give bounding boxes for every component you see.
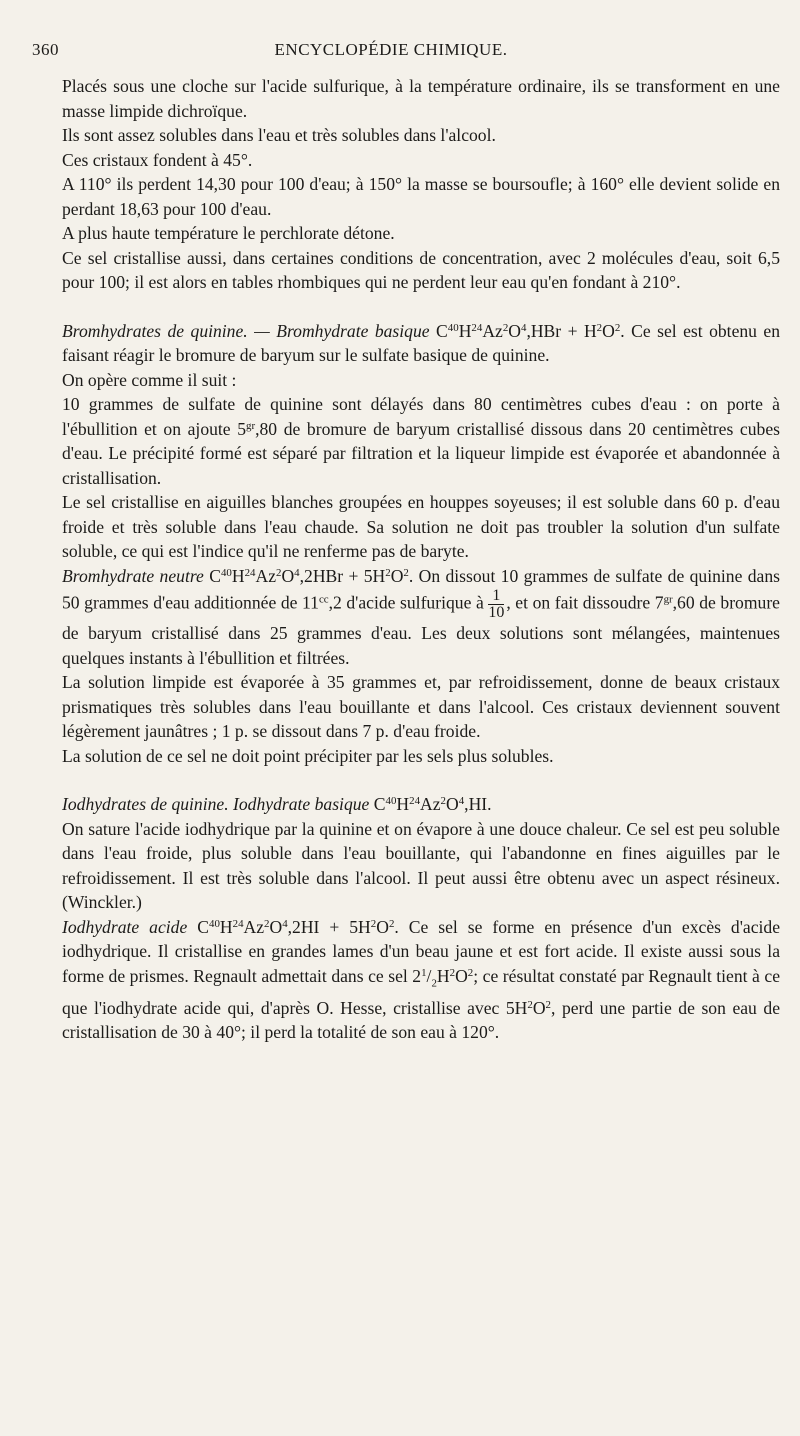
paragraph-text: H (436, 965, 450, 986)
fraction-denominator: 10 (488, 604, 505, 621)
unit-abbrev: gr (663, 593, 673, 606)
paragraph: Le sel cristallise en aiguilles blanches groupées en houppes soyeuses; il est soluble dans 60 p. d'eau froide et très soluble dans l'eau chaude. Sa solution ne doit pas troubler la solution d'un sulfate soluble, ce qui est l'indice qu'il ne renferme pas de baryte. (62, 492, 780, 561)
paragraph: La solution de ce sel ne doit point précipiter par les sels plus solubles. (62, 745, 554, 766)
paragraph: On opère comme il suit : (62, 369, 237, 390)
iodhydrate-acide-paragraph: Iodhydrate acide $C^{40}H^{24}Az^2O^4,2HI + 5H^2O^2$. Ce sel se forme en présence d'un excès d'acide iodhydrique. Il cristallise en grandes lames d'un beau jaune et est fort acide. Il existe aussi sous la forme de prismes. Regnault admettait dans ce sel $2^1/_2H^2O^2$; ce résultat constaté par Regnault tient à ce que l'iodhydrate acide qui, d'après O. Hesse, cristallise avec $5H^2O^2$, perd une partie de son eau de cristallisation de 30 à 40°; il perd la totalité de son eau à 120°. (62, 916, 781, 1043)
paragraph-text: ,80 de bromure de baryum cristallisé dissous dans 20 centimètres cubes d'eau. Le précipité formé est séparé par filtration et la liqueur limpide est évaporée et abandonnée à cristallisation. (62, 418, 780, 488)
chemical-formula: $C^{40}H^{24}Az^2O^4,HBr + H^2O^2$ (436, 320, 621, 341)
paragraph-text: . On dissout 10 grammes de sulfate de quinine dans 50 grammes d'eau additionnée de 11 (62, 565, 781, 613)
paragraph-text: ,2 d'acide sulfurique à (328, 592, 484, 613)
bromhydrate-basique-paragraph (62, 319, 780, 368)
paragraph: A 110° ils perdent 14,30 pour 100 d'eau; à 150° la masse se boursoufle; à 160° elle devient solide en perdant 18,63 pour 100 d'eau. (62, 174, 780, 219)
chemical-formula: $C^{40}H^{24}Az^2O^4,HI$. (373, 794, 492, 814)
paragraph-text: , et on fait dissoudre 7 (506, 592, 664, 613)
section-heading: Bromhydrate neutre (62, 565, 204, 586)
section-gap (62, 768, 780, 792)
bromhydrate-neutre-paragraph (62, 564, 780, 671)
paragraph: Ce sel cristallise aussi, dans certaines conditions de concentration, avec 2 molécules d'eau, soit 6,5 pour 100; il est alors en tables rhombiques qui ne perdent leur eau qu'en fondant à 210°. (62, 247, 780, 292)
fraction-numerator: 1 (492, 587, 501, 604)
paragraph: A plus haute température le perchlorate détone. (62, 223, 395, 243)
unit-abbrev: cc (318, 593, 329, 606)
section-gap (62, 295, 780, 319)
unit-abbrev: gr (246, 419, 256, 432)
paragraph-text: , perd une partie de son eau de cristallisation de 30 à 40°; il perd la totalité de son eau à 120°. (62, 997, 781, 1043)
page-number: 360 (32, 40, 59, 59)
fraction (488, 588, 504, 621)
chemical-formula: $C^{40}H^{24}Az^2O^4,2HBr + 5H^2O^2$ (209, 565, 409, 586)
paragraph-text: . Ce sel est obtenu en faisant réagir le bromure de baryum sur le sulfate basique de quinine. (62, 320, 781, 365)
paragraph: Ces cristaux fondent à 45°. (62, 149, 253, 170)
paragraph-text: ,60 de bromure de baryum cristallisé dans 25 grammes d'eau. Les deux solutions sont mélangées, maintenues quelques instants à l'ébullition et filtrées. (62, 592, 780, 668)
paragraph-text: O (455, 965, 468, 986)
paragraph (62, 392, 780, 490)
paragraph: Ils sont assez solubles dans l'eau et très solubles dans l'alcool. (62, 125, 496, 145)
paragraph: On sature l'acide iodhydrique par la quinine et on évapore à une douce chaleur. Ce sel est peu soluble dans l'eau froide, plus soluble dans l'eau bouillante, qui l'abandonne en fines aiguilles par le refroidissement. Il est très soluble dans l'alcool. Il peut aussi être obtenu avec un aspect résineux. (Winckler.) (62, 818, 780, 912)
paragraph: La solution limpide est évaporée à 35 grammes et, par refroidissement, donne de beaux cristaux prismatiques très solubles dans l'eau bouillante et dans l'alcool. Ces cristaux deviennent souvent légèrement jaunâtres ; 1 p. se dissout dans 7 p. d'eau froide. (62, 672, 780, 741)
chemical-formula: $C^{40}H^{24}Az^2O^4,2HI + 5H^2O^2$ (197, 916, 395, 937)
paragraph-text: O (532, 997, 546, 1018)
section-heading: Iodhydrates de quinine. Iodhydrate basique (62, 794, 370, 814)
paragraph: Placés sous une cloche sur l'acide sulfurique, à la température ordinaire, ils se transforment en une masse limpide dichroïque. (62, 76, 780, 121)
body-text (62, 74, 780, 1045)
section-heading: Iodhydrate acide (62, 916, 188, 937)
section-heading: Bromhydrates de quinine. — Bromhydrate basique (62, 320, 430, 341)
running-title: ENCYCLOPÉDIE CHIMIQUE. (274, 40, 508, 59)
paragraph-text: ; ce résultat constaté par Regnault tient à ce que l'iodhydrate acide qui, d'après O. Hesse, cristallise avec 5H (62, 965, 780, 1018)
running-head (32, 40, 780, 74)
paragraph-text: . Ce sel se forme en présence d'un excès d'acide iodhydrique. Il cristallise en grandes lames d'un beau jaune et est fort acide. Il existe aussi sous la forme de prismes. Regnault admettait dans ce sel 2 (62, 916, 781, 986)
iodhydrate-basique-paragraph (62, 792, 780, 817)
paragraph-text: 10 grammes de sulfate de quinine sont délayés dans 80 centimètres cubes d'eau : on porte à l'ébullition et on ajoute 5 (62, 394, 780, 439)
